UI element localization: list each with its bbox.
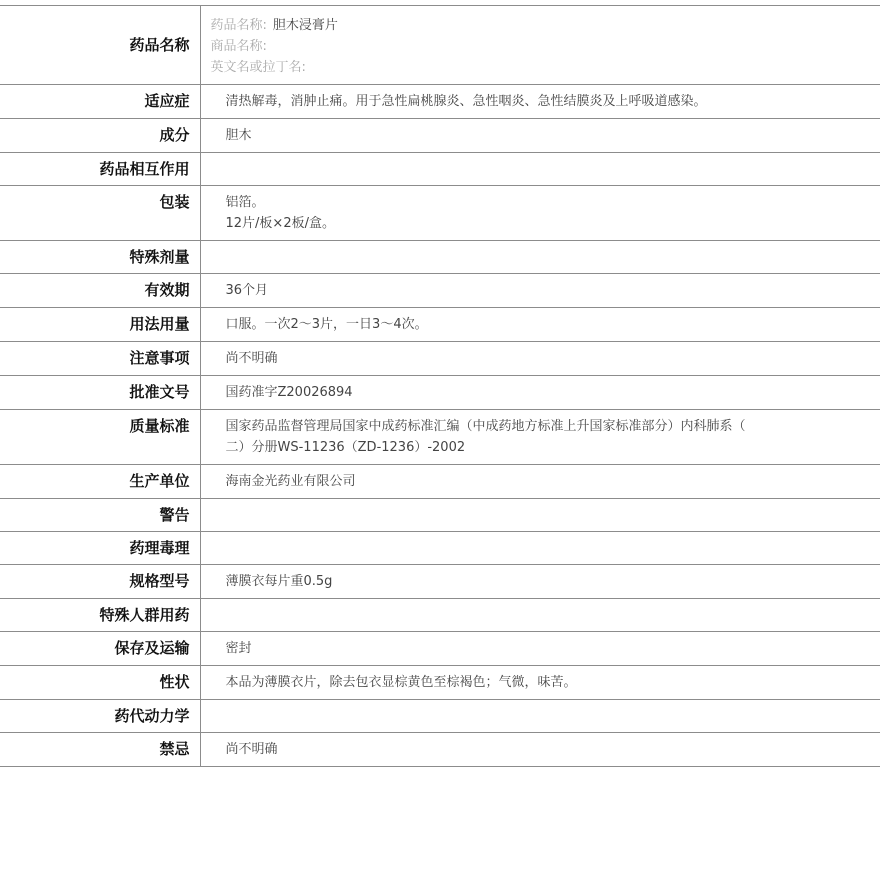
table-row — [0, 153, 880, 186]
value-line: 海南金光药业有限公司 — [225, 474, 356, 489]
row-label: 包装 — [0, 186, 200, 241]
generic-name-key: 药品名称: — [210, 18, 267, 33]
row-label: 批准文号 — [0, 376, 200, 410]
row-value — [200, 376, 880, 410]
row-label: 药品相互作用 — [0, 153, 200, 186]
row-value — [200, 700, 880, 733]
row-label: 药品名称 — [0, 6, 200, 85]
row-value — [200, 565, 880, 599]
value-line: 尚不明确 — [225, 742, 278, 757]
table-row — [0, 410, 880, 465]
table-row — [0, 565, 880, 599]
row-value — [200, 599, 880, 632]
trade-name-line — [211, 36, 871, 57]
table-row — [0, 186, 880, 241]
drug-info-body — [0, 6, 880, 767]
value-line: 国家药品监督管理局国家中成药标准汇编（中成药地方标准上升国家标准部分）内科肺系（ — [225, 419, 746, 434]
generic-name-value: 胆木浸膏片 — [272, 18, 338, 33]
row-value — [200, 241, 880, 274]
value-line: 尚不明确 — [225, 351, 278, 366]
drug-name-cell — [200, 6, 880, 85]
table-row — [0, 274, 880, 308]
row-label: 规格型号 — [0, 565, 200, 599]
row-value — [200, 85, 880, 119]
table-row — [0, 599, 880, 632]
row-value — [200, 119, 880, 153]
table-row — [0, 308, 880, 342]
value-line: 铝箔。 — [225, 195, 265, 210]
row-label: 质量标准 — [0, 410, 200, 465]
row-value — [200, 308, 880, 342]
row-value — [200, 499, 880, 532]
value-line: 国药准字Z20026894 — [225, 385, 353, 400]
row-value — [200, 274, 880, 308]
table-row — [0, 119, 880, 153]
table-row — [0, 700, 880, 733]
row-value — [200, 410, 880, 465]
row-label: 有效期 — [0, 274, 200, 308]
row-label: 用法用量 — [0, 308, 200, 342]
value-line: 清热解毒，消肿止痛。用于急性扁桃腺炎、急性咽炎、急性结膜炎及上呼吸道感染。 — [225, 94, 707, 109]
value-line: 薄膜衣每片重0.5g — [225, 574, 333, 589]
row-value — [200, 632, 880, 666]
row-label: 特殊人群用药 — [0, 599, 200, 632]
row-label: 警告 — [0, 499, 200, 532]
row-label: 特殊剂量 — [0, 241, 200, 274]
drug-info-table — [0, 5, 880, 767]
row-label: 适应症 — [0, 85, 200, 119]
english-name-key: 英文名或拉丁名: — [210, 60, 306, 75]
row-drug-name — [0, 6, 880, 85]
row-value — [200, 342, 880, 376]
trade-name-key: 商品名称: — [210, 39, 267, 54]
table-row — [0, 342, 880, 376]
english-name-line — [211, 57, 871, 78]
row-value — [200, 733, 880, 767]
table-row — [0, 376, 880, 410]
row-value — [200, 465, 880, 499]
table-row — [0, 85, 880, 119]
row-label: 药代动力学 — [0, 700, 200, 733]
value-line: 36个月 — [225, 283, 269, 298]
table-row — [0, 465, 880, 499]
row-label: 生产单位 — [0, 465, 200, 499]
table-row — [0, 499, 880, 532]
row-label: 性状 — [0, 666, 200, 700]
row-value — [200, 186, 880, 241]
value-line: 密封 — [225, 641, 252, 656]
value-line: 胆木 — [225, 128, 252, 143]
value-line: 本品为薄膜衣片，除去包衣显棕黄色至棕褐色；气微，味苦。 — [225, 675, 577, 690]
value-line: 12片/板×2板/盒。 — [225, 216, 335, 231]
generic-name-line — [211, 15, 871, 36]
row-label: 保存及运输 — [0, 632, 200, 666]
row-value — [200, 532, 880, 565]
row-label: 药理毒理 — [0, 532, 200, 565]
table-row — [0, 666, 880, 700]
table-row — [0, 632, 880, 666]
row-value — [200, 666, 880, 700]
value-line: 口服。一次2～3片，一日3～4次。 — [225, 317, 428, 332]
row-label: 成分 — [0, 119, 200, 153]
table-row — [0, 241, 880, 274]
value-line: 二）分册WS-11236（ZD-1236）-2002 — [225, 440, 466, 455]
row-label: 注意事项 — [0, 342, 200, 376]
table-row — [0, 532, 880, 565]
row-label: 禁忌 — [0, 733, 200, 767]
table-row — [0, 733, 880, 767]
row-value — [200, 153, 880, 186]
